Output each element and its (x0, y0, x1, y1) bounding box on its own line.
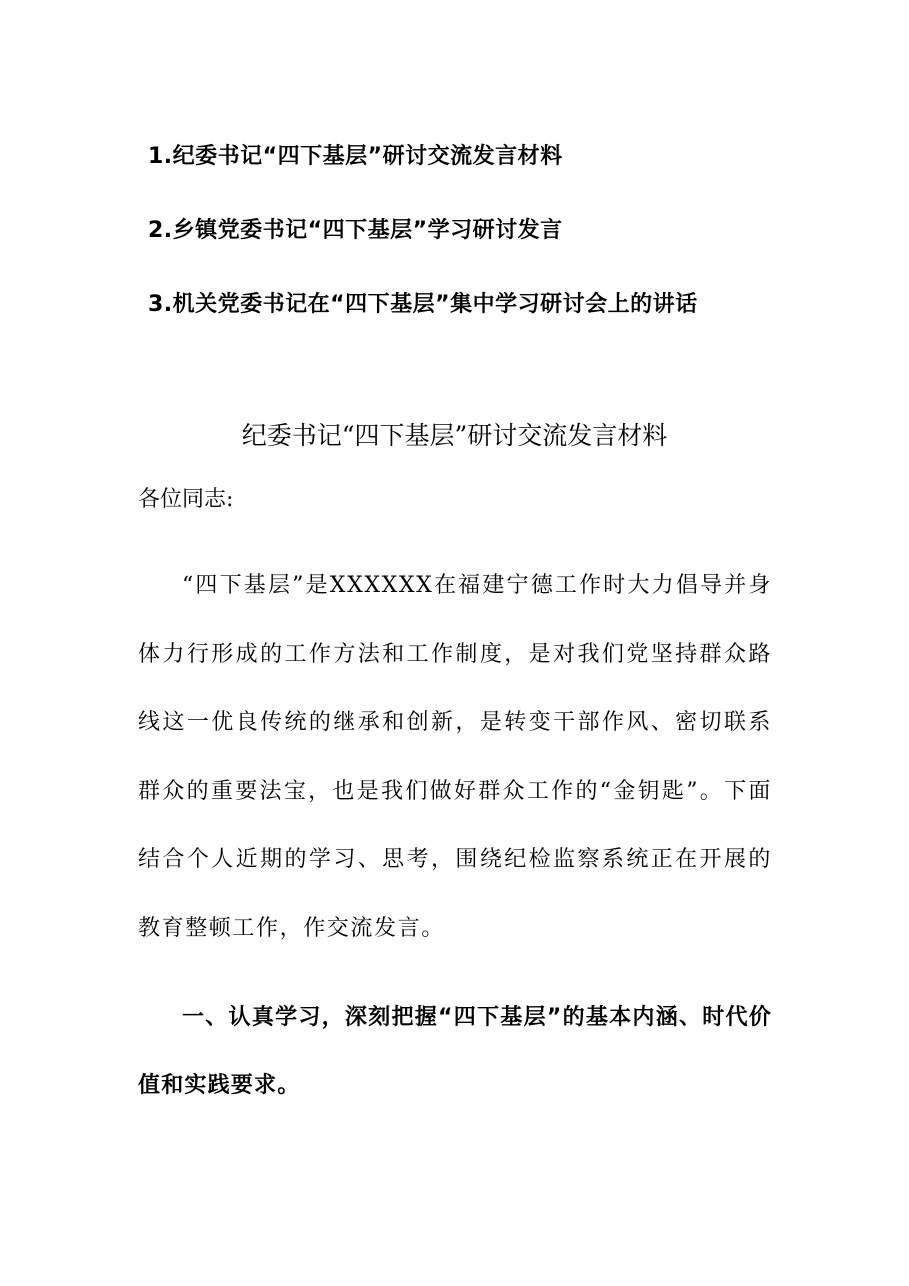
salutation: 各位同志: (138, 487, 234, 512)
toc-item-1: 1.纪委书记“四下基层”研讨交流发言材料 (148, 144, 563, 169)
document-title: 纪委书记“四下基层”研讨交流发言材料 (241, 421, 668, 450)
toc-item-2: 2.乡镇党委书记“四下基层”学习研讨发言 (148, 218, 563, 243)
section-heading: 一、认真学习，深刻把握“四下基层”的基本内涵、时代价值和实践要求。 (138, 1005, 772, 1098)
toc-item-3: 3.机关党委书记在“四下基层”集中学习研讨会上的讲话 (148, 292, 698, 317)
body-paragraph: “四下基层”是XXXXXX在福建宁德工作时大力倡导并身体力行形成的工作方法和工作制度，是对我们党坚持群众路线这一优良传统的继承和创新，是转变干部作风、密切联系群众的重要法宝，也是我们做好群众工作的“金钥匙”。下面结合个人近期的学习、思考，围绕纪检监察系统正在开展的教育整顿工作，作交流发言。 (138, 573, 772, 941)
